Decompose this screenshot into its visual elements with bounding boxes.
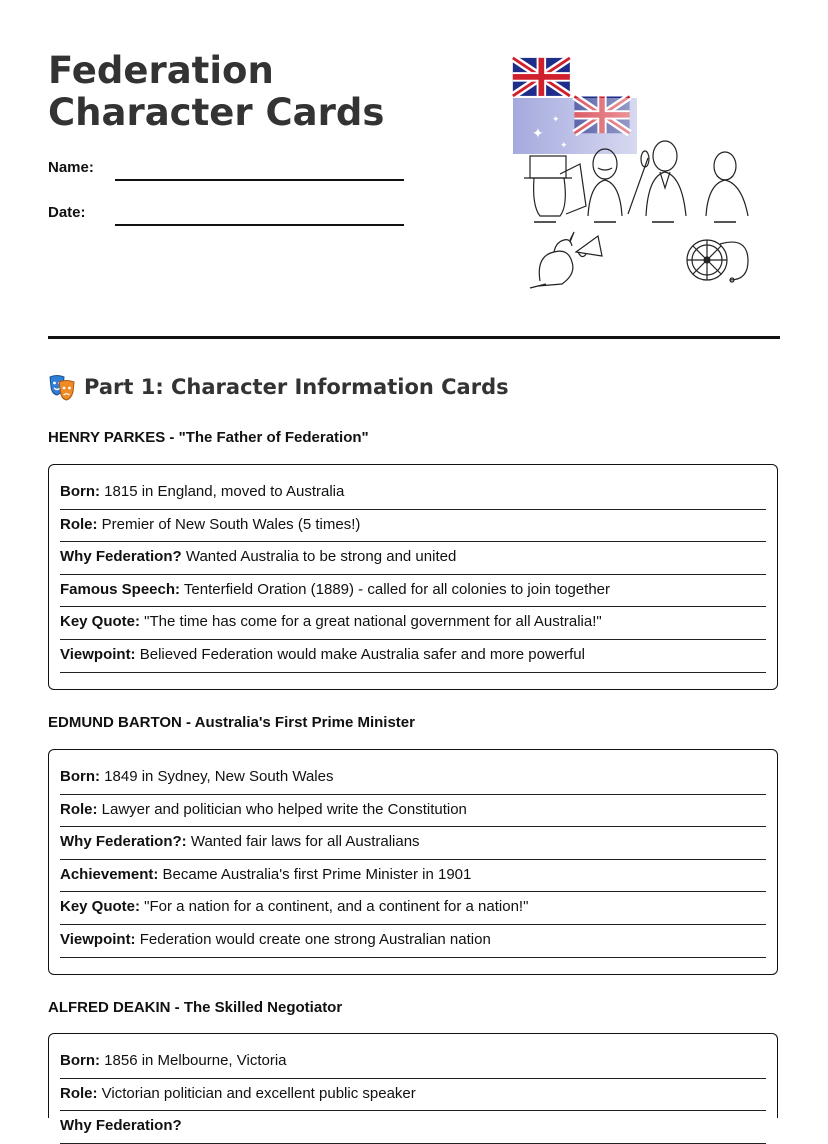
row-label: Famous Speech: [60, 580, 181, 598]
row-label: Why Federation?: [60, 833, 187, 851]
card-row-key-quote [60, 892, 766, 925]
row-label: Key Quote: [60, 898, 141, 916]
part1-title: Part 1: Character Information Cards [84, 375, 509, 399]
row-value: 1856 in Melbourne, Victoria [100, 1052, 287, 1069]
character-card-barton [48, 749, 778, 975]
card-row-role [60, 1079, 766, 1112]
row-label: Achievement: [60, 865, 159, 883]
row-value: Premier of New South Wales (5 times!) [97, 515, 361, 533]
worksheet-page [48, 0, 780, 1135]
union-jack-flag-icon [513, 58, 570, 96]
row-value: "For a nation for a continent, and a continent for a nation!" [140, 898, 529, 916]
card-row-born [60, 477, 766, 510]
card-row-why-federation [60, 1111, 766, 1144]
row-label: Why Federation? [60, 548, 182, 566]
row-value: Federation would create one strong Australian nation [135, 930, 491, 948]
row-value: 1849 in Sydney, New South Wales [100, 768, 334, 785]
row-value: Wanted Australia to be strong and united [181, 548, 457, 566]
row-label: Why Federation? [60, 1117, 182, 1135]
date-field[interactable] [48, 204, 408, 234]
card-row-viewpoint [60, 925, 766, 958]
character-card-parkes [48, 464, 778, 690]
card-row-role [60, 510, 766, 543]
row-label: Viewpoint: [60, 645, 136, 663]
card-row-key-quote [60, 607, 766, 640]
card-row-why-federation [60, 542, 766, 575]
kangaroo-megaphone-icon [530, 232, 602, 288]
australian-flag-icon [513, 96, 637, 154]
card-row-why-federation [60, 827, 766, 860]
header-divider [48, 336, 780, 339]
row-value: Tenterfield Oration (1889) - called for all colonies to join together [180, 580, 610, 598]
row-label: Born: [60, 483, 100, 500]
worksheet-header [48, 0, 780, 340]
ship-wheel-icon [687, 240, 748, 282]
row-label: Viewpoint: [60, 930, 136, 948]
row-label: Role: [60, 515, 98, 533]
caption-text-icon [534, 221, 736, 223]
row-label: Role: [60, 800, 98, 818]
row-value: Victorian politician and excellent public speaker [97, 1084, 416, 1102]
row-label: Role: [60, 1084, 98, 1102]
card-row-achievement [60, 860, 766, 893]
row-label: Born: [60, 1052, 100, 1069]
row-value: "The time has come for a great national government for all Australia!" [140, 613, 602, 631]
row-value: Believed Federation would make Australia safer and more powerful [135, 645, 585, 663]
row-value: 1815 in England, moved to Australia [100, 483, 345, 500]
name-line[interactable] [115, 179, 404, 181]
theater-masks-icon [48, 373, 76, 401]
name-field[interactable] [48, 159, 408, 189]
card-row-born [60, 1046, 766, 1079]
date-line[interactable] [115, 224, 404, 226]
card-row-role [60, 795, 766, 828]
row-label: Born: [60, 768, 100, 785]
part1-heading [48, 373, 509, 401]
row-value: Became Australia's first Prime Minister in 1901 [158, 865, 472, 883]
name-label: Name: [48, 159, 94, 176]
card-row-viewpoint [60, 640, 766, 673]
character-card-deakin [48, 1033, 778, 1135]
date-label: Date: [48, 204, 86, 221]
card-row-famous-speech [60, 575, 766, 608]
row-value: Wanted fair laws for all Australians [186, 833, 420, 851]
card-row-born [60, 762, 766, 795]
character-heading-deakin: ALFRED DEAKIN - The Skilled Negotiator [48, 999, 343, 1016]
row-value: Lawyer and politician who helped write the Constitution [97, 800, 467, 818]
character-heading-parkes: HENRY PARKES - "The Father of Federation" [48, 429, 369, 446]
character-heading-barton: EDMUND BARTON - Australia's First Prime Minister [48, 714, 415, 731]
federation-illustration [510, 56, 770, 296]
row-label: Key Quote: [60, 613, 141, 631]
page-title: Federation Character Cards [48, 49, 385, 134]
